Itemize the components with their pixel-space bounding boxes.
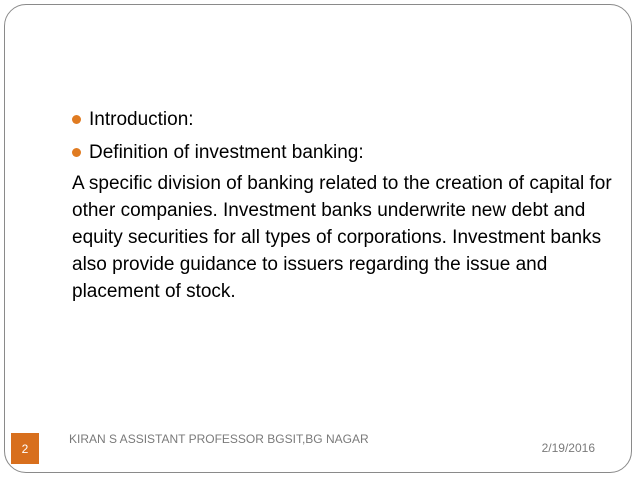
page-number: 2 xyxy=(21,441,29,456)
bullet-dot-icon xyxy=(72,148,81,157)
page-number-badge xyxy=(11,433,39,464)
slide-content xyxy=(72,103,612,305)
footer-author: KIRAN S ASSISTANT PROFESSOR BGSIT,BG NAGAR xyxy=(69,432,369,446)
bullet-introduction xyxy=(72,103,612,136)
footer-date: 2/19/2016 xyxy=(541,441,595,455)
bullet-text: Definition of investment banking: xyxy=(89,141,364,163)
bullet-definition xyxy=(72,136,612,169)
definition-paragraph: A specific division of banking related to the creation of capital for other companies. Investment banks underwrite new debt and equity securities for all types of corporations. Investment banks also provide guidance to issuers regarding the issue and placement of stock. xyxy=(72,173,612,302)
bullet-dot-icon xyxy=(72,115,81,124)
bullet-text: Introduction: xyxy=(89,108,194,130)
